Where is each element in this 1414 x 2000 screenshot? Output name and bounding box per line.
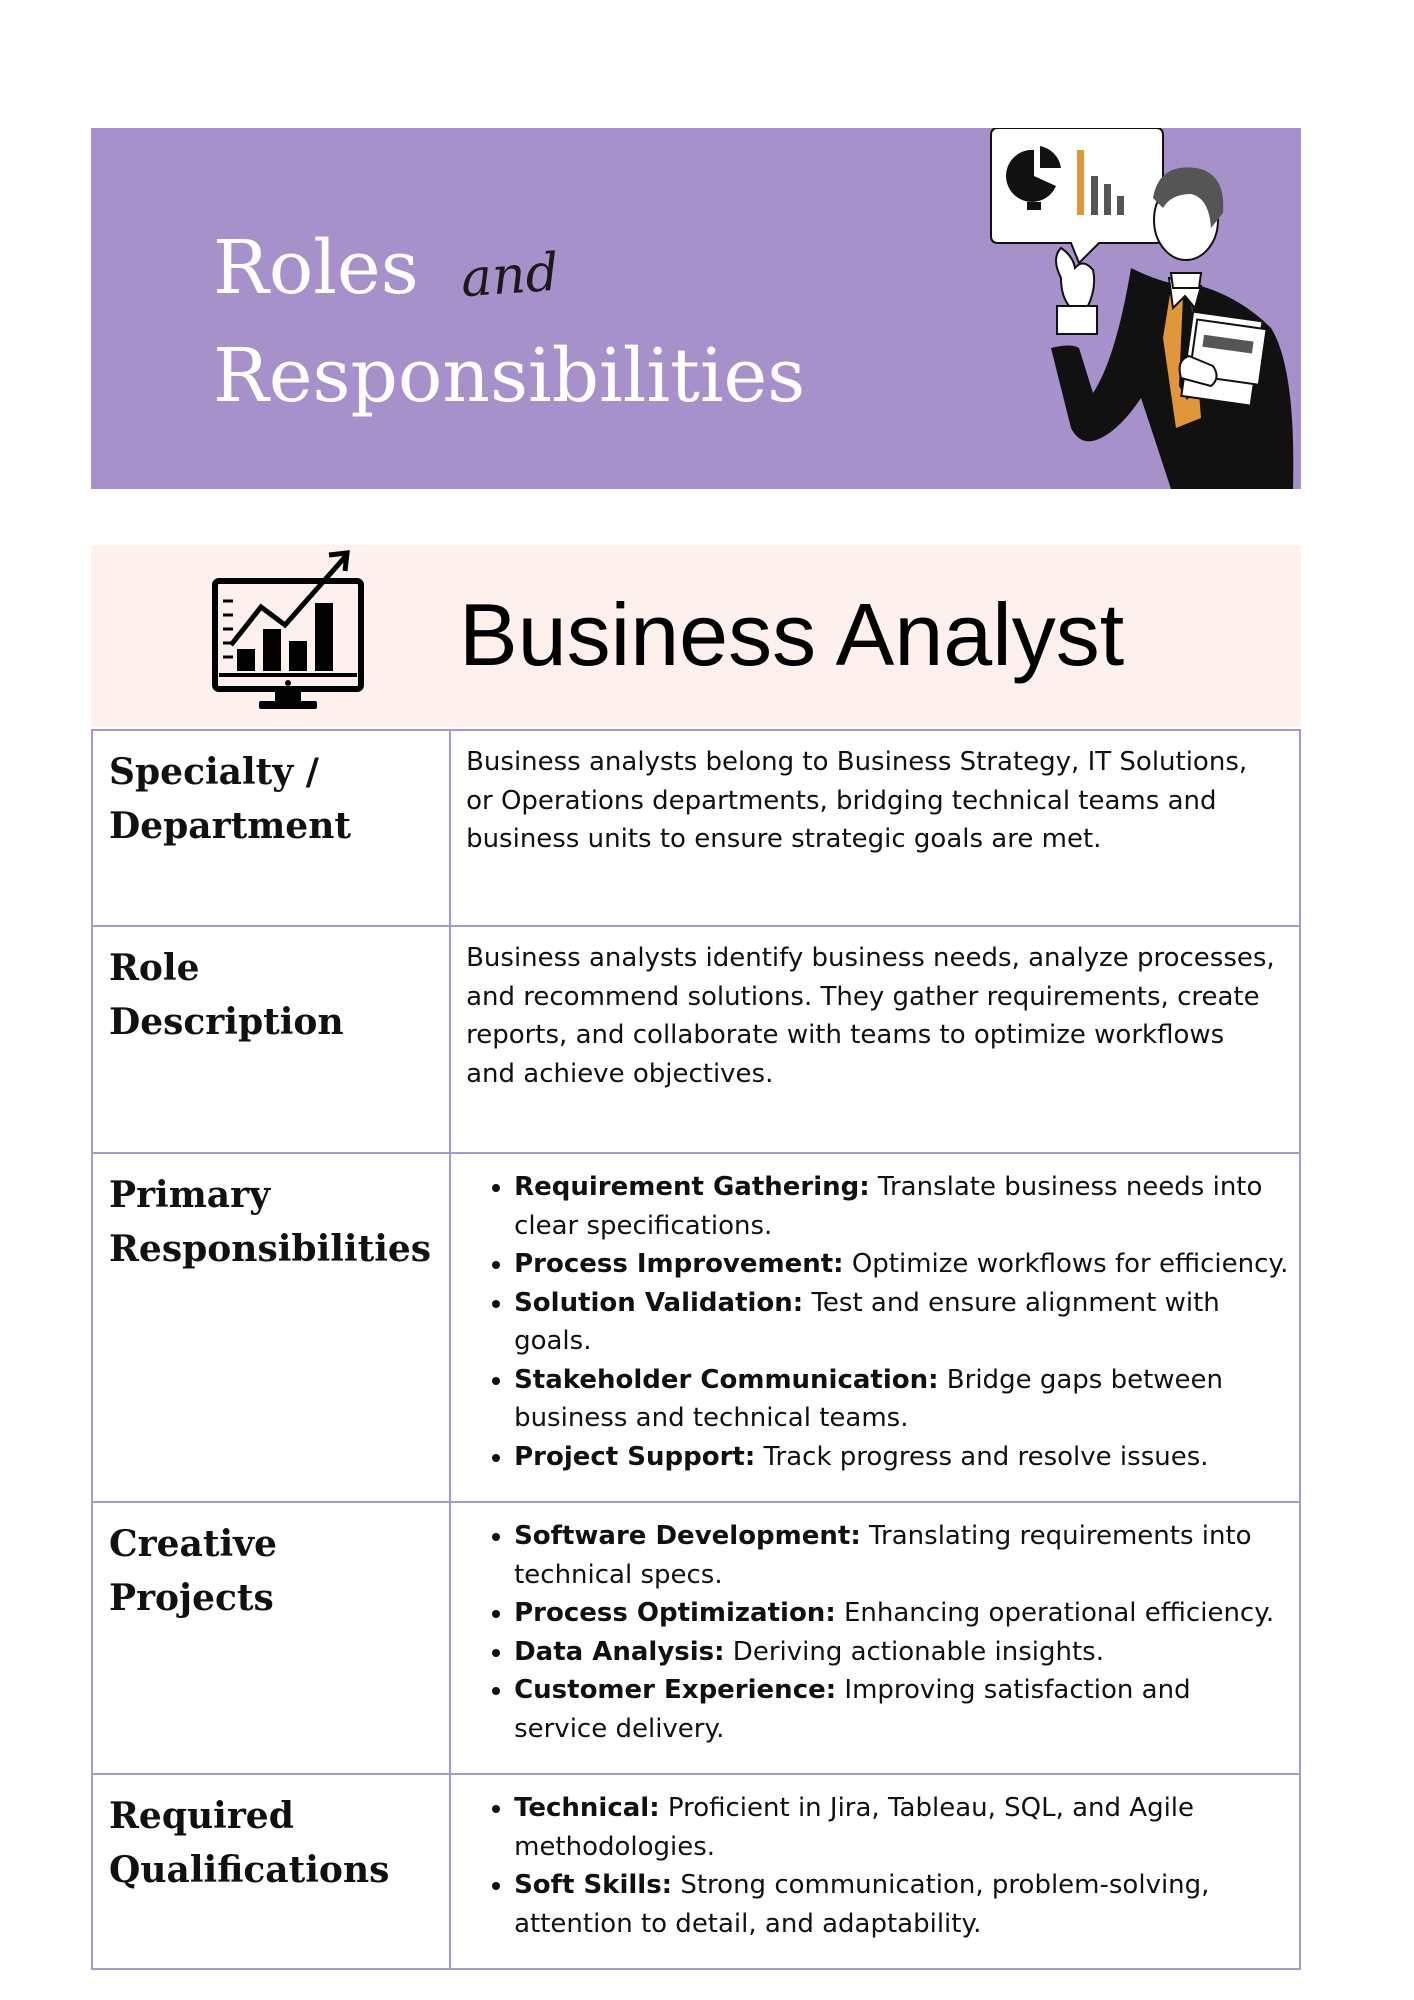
row-label: [93, 1775, 449, 1897]
row-content-cell: [450, 1774, 1300, 1969]
row-label-line: Department: [109, 805, 352, 847]
row-label-line: Responsibilities: [109, 1228, 432, 1270]
row-label-cell: [92, 926, 450, 1153]
row-label: [93, 927, 449, 1049]
row-label: [93, 731, 449, 853]
responsibilities-list: [451, 1154, 1299, 1476]
row-label: [93, 1154, 449, 1276]
title-banner: [91, 128, 1301, 489]
row-content-cell: [450, 926, 1300, 1153]
row-content-cell: [450, 1153, 1300, 1502]
row-content-cell: [450, 730, 1300, 926]
table-row-qualifications: [92, 1774, 1300, 1969]
row-label-line: Specialty /: [109, 751, 319, 793]
title-roles: Roles: [213, 225, 419, 311]
projects-list: [451, 1503, 1299, 1748]
list-item: • Requirement Gathering: Translate business needs into clear specifications.: [514, 1168, 1289, 1245]
analytics-monitor-icon: [209, 545, 369, 727]
chart-speech-bubble-icon: [991, 128, 1163, 263]
businessman-illustration: [901, 128, 1301, 489]
list-item: • Process Optimization: Enhancing operational efficiency.: [514, 1594, 1289, 1633]
qualifications-list: [451, 1775, 1299, 1943]
list-item: • Stakeholder Communication: Bridge gaps between business and technical teams.: [514, 1361, 1289, 1438]
list-item: • Solution Validation: Test and ensure alignment with goals.: [514, 1284, 1289, 1361]
row-label-line: Description: [109, 1001, 344, 1043]
list-item: • Project Support: Track progress and resolve issues.: [514, 1438, 1289, 1477]
row-label-line: Projects: [109, 1577, 274, 1619]
role-title: Business Analyst: [459, 585, 1125, 684]
row-label-cell: [92, 730, 450, 926]
row-label-line: Required: [109, 1795, 294, 1837]
list-item: • Data Analysis: Deriving actionable insights.: [514, 1633, 1289, 1672]
description-text: Business analysts identify business needs, analyze processes, and recommend solutions. They gather requirements, create reports, and collaborate with teams to optimize workflows and achieve objectives.: [466, 943, 1275, 1089]
page-title: [213, 218, 805, 426]
role-details-table: [91, 729, 1301, 1970]
row-label-cell: [92, 1153, 450, 1502]
row-label-cell: [92, 1502, 450, 1774]
title-connector: and: [458, 242, 561, 310]
title-responsibilities: Responsibilities: [213, 333, 806, 419]
row-label: [93, 1503, 449, 1625]
list-item: • Process Improvement: Optimize workflows for efficiency.: [514, 1245, 1289, 1284]
list-item: • Technical: Proficient in Jira, Tableau, SQL, and Agile methodologies.: [514, 1789, 1289, 1866]
row-label-line: Qualifications: [109, 1849, 390, 1891]
table-row-projects: [92, 1502, 1300, 1774]
table-row-responsibilities: [92, 1153, 1300, 1502]
specialty-text: Business analysts belong to Business Strategy, IT Solutions, or Operations departments, bridging technical teams and business units to ensure strategic goals are met.: [466, 747, 1248, 854]
row-label-line: Role: [109, 947, 200, 989]
table-row-description: [92, 926, 1300, 1153]
row-label-cell: [92, 1774, 450, 1969]
row-label-line: Creative: [109, 1523, 277, 1565]
list-item: • Software Development: Translating requirements into technical specs.: [514, 1517, 1289, 1594]
role-header: [91, 545, 1301, 727]
row-label-line: Primary: [109, 1174, 271, 1216]
list-item: • Soft Skills: Strong communication, problem-solving, attention to detail, and adaptability.: [514, 1866, 1289, 1943]
table-row-specialty: [92, 730, 1300, 926]
list-item: • Customer Experience: Improving satisfaction and service delivery.: [514, 1671, 1289, 1748]
row-content-cell: [450, 1502, 1300, 1774]
